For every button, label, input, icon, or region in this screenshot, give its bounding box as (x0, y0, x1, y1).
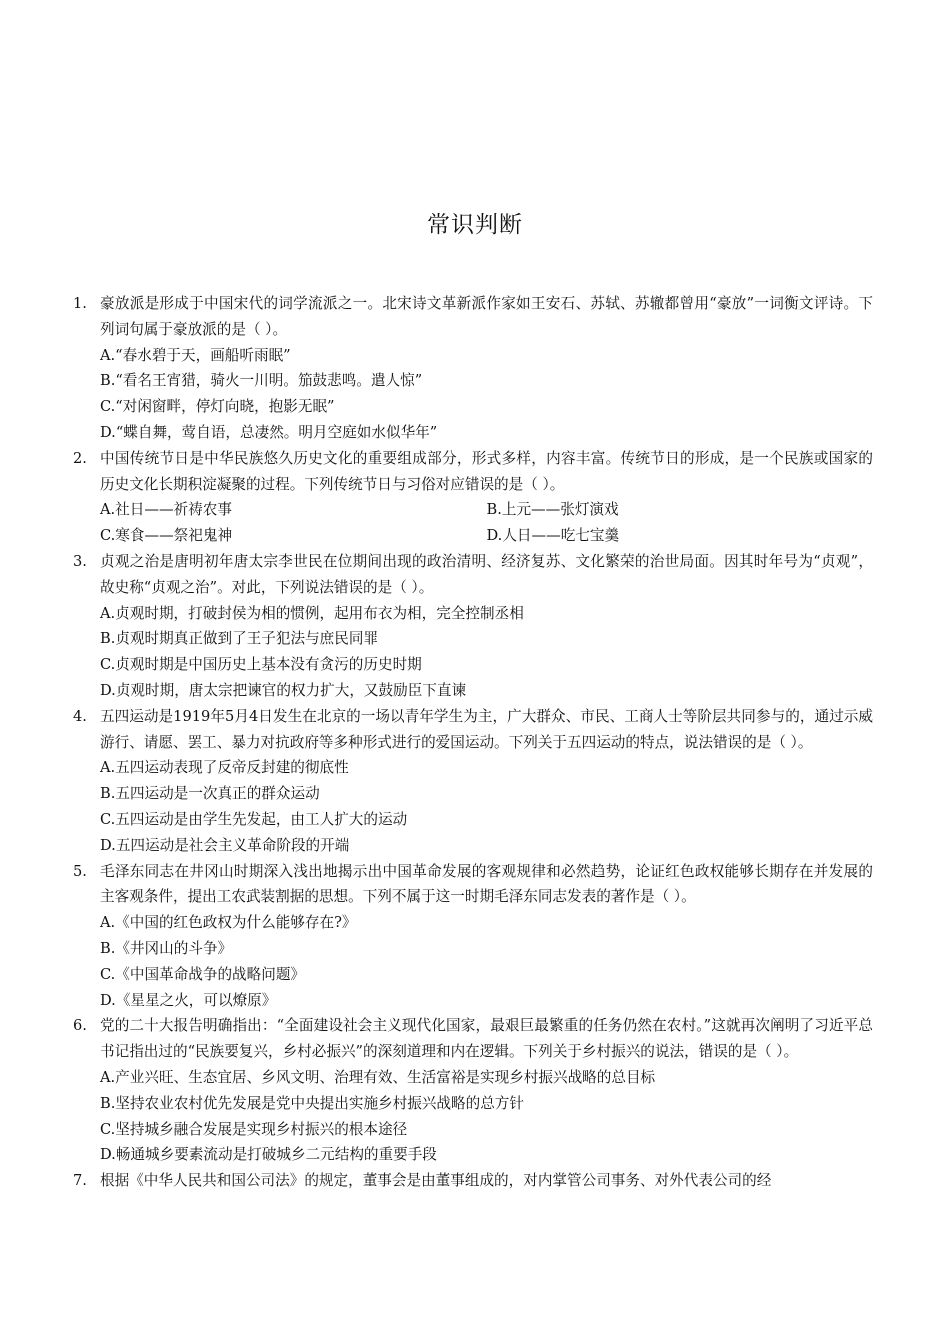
question-3 (73, 549, 873, 704)
option-b: B.“看名王宵猎，骑火一川明。笳鼓悲鸣。遣人惊” (100, 372, 423, 390)
option-c: C.坚持城乡融合发展是实现乡村振兴的根本途径 (100, 1120, 408, 1138)
option-c: C.“对闲窗畔，停灯向晓，抱影无眠” (100, 398, 335, 416)
question-1 (73, 291, 873, 446)
question-number: 4. (73, 707, 87, 725)
question-stem: 豪放派是形成于中国宋代的词学流派之一。北宋诗文革新派作家如王安石、苏轼、苏辙都曾用“豪放”一词衡文评诗。下列词句属于豪放派的是（ ）。 (100, 295, 873, 338)
option-c: C.贞观时期是中国历史上基本没有贪污的历史时期 (100, 656, 422, 674)
option-a: A.“春水碧于天，画船听雨眠” (100, 346, 291, 364)
question-stem: 党的二十大报告明确指出：“全面建设社会主义现代化国家，最艰巨最繁重的任务仍然在农村。”这就再次阐明了习近平总书记指出过的“民族要复兴，乡村必振兴”的深刻道理和内在逻辑。下列关于乡村振兴的说法，错误的是（ ）。 (100, 1017, 873, 1061)
question-stem: 中国传统节日是中华民族悠久历史文化的重要组成部分，形式多样，内容丰富。传统节日的形成，是一个民族或国家的历史文化长期积淀凝聚的过程。下列传统节日与习俗对应错误的是（ ）。 (100, 449, 873, 493)
option-b: B.五四运动是一次真正的群众运动 (100, 785, 320, 803)
question-number: 2. (73, 449, 87, 467)
question-stem: 毛泽东同志在井冈山时期深入浅出地揭示出中国革命发展的客观规律和必然趋势，论证红色政权能够长期存在并发展的主客观条件，提出工农武装割据的思想。下列不属于这一时期毛泽东同志发表的著作是（ ）。 (100, 862, 873, 906)
question-stem: 贞观之治是唐明初年唐太宗李世民在位期间出现的政治清明、经济复苏、文化繁荣的治世局面。因其时年号为“贞观”，故史称“贞观之治”。对此，下列说法错误的是（ ）。 (100, 552, 873, 596)
option-d: D.五四运动是社会主义革命阶段的开端 (100, 836, 350, 854)
option-a: A.五四运动表现了反帝反封建的彻底性 (100, 759, 349, 777)
option-a: A.产业兴旺、生态宜居、乡风文明、治理有效、生活富裕是实现乡村振兴战略的总目标 (100, 1068, 656, 1086)
question-5 (73, 859, 873, 1014)
option-b: B.贞观时期真正做到了王子犯法与庶民同罪 (100, 630, 379, 648)
option-b: B.《井冈山的斗争》 (100, 939, 233, 957)
option-a: A.社日——祈祷农事 (100, 501, 232, 519)
question-6 (73, 1013, 873, 1168)
option-d: D.畅通城乡要素流动是打破城乡二元结构的重要手段 (100, 1146, 437, 1164)
page-title: 常识判断 (427, 212, 523, 238)
question-stem: 根据《中华人民共和国公司法》的规定，董事会是由董事组成的，对内掌管公司事务、对外代表公司的经 (100, 1172, 772, 1190)
question-number: 5. (73, 862, 87, 880)
question-number: 3. (73, 552, 87, 570)
option-c: C.五四运动是由学生先发起，由工人扩大的运动 (100, 810, 408, 828)
question-2 (73, 446, 873, 549)
option-d: D.人日——吃七宝羹 (486, 527, 620, 545)
question-number: 1. (73, 295, 87, 312)
question-stem: 五四运动是1919年5月4日发生在北京的一场以青年学生为主，广大群众、市民、工商人士等阶层共同参与的，通过示威游行、请愿、罢工、暴力对抗政府等多种形式进行的爱国运动。下列关于五四运动的特点，说法错误的是（ ）。 (100, 707, 873, 751)
question-list (73, 291, 873, 1194)
option-d: D.“蝶自舞，莺自语，总凄然。明月空庭如水似华年” (100, 423, 438, 441)
question-7 (73, 1168, 873, 1194)
option-a: A.贞观时期，打破封侯为相的惯例，起用布衣为相，完全控制丞相 (100, 604, 524, 622)
option-b: B.上元——张灯演戏 (486, 501, 619, 519)
option-d: D.贞观时期，唐太宗把谏官的权力扩大，又鼓励臣下直谏 (100, 681, 467, 699)
option-a: A.《中国的红色政权为什么能够存在?》 (100, 914, 357, 932)
option-grid (100, 497, 873, 549)
option-d: D.《星星之火，可以燎原》 (100, 991, 277, 1009)
option-b: B.坚持农业农村优先发展是党中央提出实施乡村振兴战略的总方针 (100, 1094, 524, 1112)
option-c: C.《中国革命战争的战略问题》 (100, 965, 306, 983)
question-number: 7. (73, 1172, 87, 1190)
question-4 (73, 704, 873, 859)
question-number: 6. (73, 1017, 87, 1035)
option-c: C.寒食——祭祀鬼神 (100, 527, 233, 545)
